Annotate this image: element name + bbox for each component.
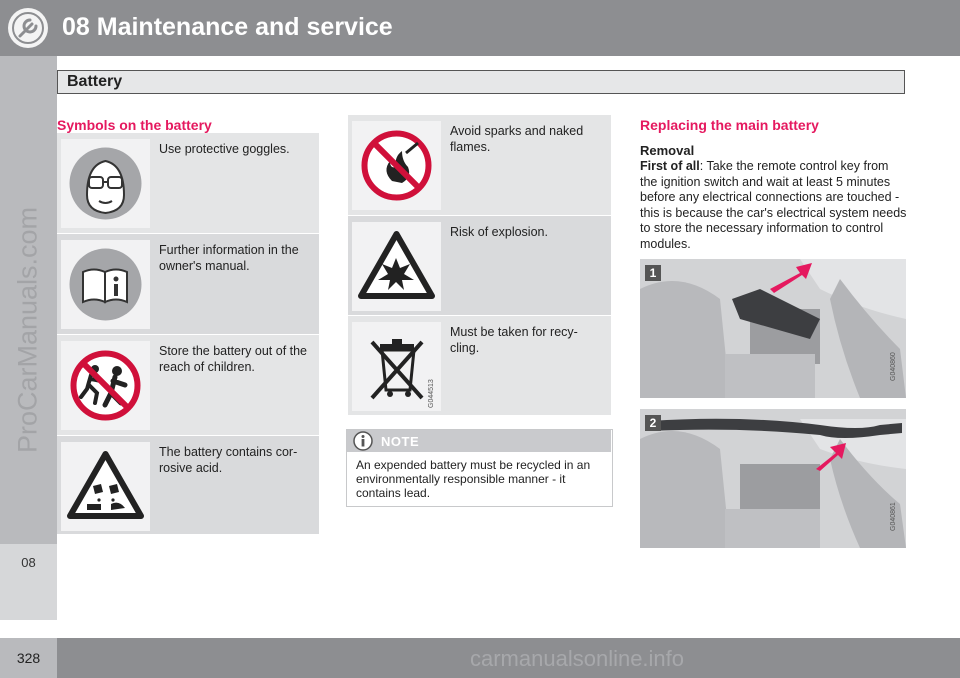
symbol-text: Must be taken for recy-cling. <box>450 325 578 355</box>
symbol-card-flames <box>348 115 611 215</box>
removal-text: : Take the remote control key from the ignition switch and wait at least 5 minutes before any electrical connections are touched - this is because the car's electrical system needs to store the necessary information to control modules. <box>640 159 907 251</box>
symbol-card-manual <box>57 234 319 334</box>
replacing-heading: Replacing the main battery <box>640 117 819 133</box>
figure-code: G040861 <box>890 502 897 531</box>
symbol-card-explosion <box>348 216 611 315</box>
battery-photo-1 <box>640 259 906 398</box>
side-watermark <box>0 60 57 600</box>
icon-frame <box>352 222 441 311</box>
footer-watermark: carmanualsonline.info <box>470 646 685 671</box>
symbol-text: Risk of explosion. <box>450 225 548 239</box>
icon-frame <box>61 139 150 228</box>
symbol-text: Store the battery out of the reach of children. <box>159 344 308 374</box>
battery-photo-2 <box>640 409 906 548</box>
side-watermark-text: ProCarManuals.com <box>12 206 43 454</box>
icon-frame <box>61 442 150 531</box>
no-flames-icon <box>352 121 441 210</box>
symbol-card-goggles <box>57 133 319 233</box>
symbol-text: Avoid sparks and naked flames. <box>450 124 584 154</box>
removal-body <box>640 159 908 253</box>
owners-manual-icon <box>61 240 150 329</box>
corrosive-acid-icon <box>61 442 150 531</box>
protective-goggles-icon <box>61 139 150 228</box>
symbols-heading: Symbols on the battery <box>57 117 212 133</box>
step-badge: 1 <box>645 265 661 281</box>
section-bar <box>57 70 905 94</box>
explosion-risk-icon <box>352 222 441 311</box>
symbol-text: The battery contains cor-rosive acid. <box>159 445 298 475</box>
note-label: NOTE <box>381 434 420 449</box>
figure-code: G040860 <box>890 352 897 381</box>
section-title: Battery <box>67 73 123 90</box>
symbol-text: Further information in the owner's manual. <box>159 243 299 273</box>
step-badge: 2 <box>645 415 661 431</box>
wrench-logo-icon <box>6 6 50 50</box>
info-icon <box>353 431 373 451</box>
keep-away-from-children-icon <box>61 341 150 430</box>
chapter-title: 08 Maintenance and service <box>62 13 393 41</box>
symbol-card-children <box>57 335 319 435</box>
icon-frame <box>61 240 150 329</box>
chapter-tab-label: 08 <box>21 555 36 570</box>
note-text: An expended battery must be recycled in an environmentally responsible manner - it contains lead. <box>356 458 591 500</box>
figure-code: G044513 <box>428 379 435 408</box>
removal-lead: First of all <box>640 159 700 173</box>
icon-frame <box>61 341 150 430</box>
symbol-card-acid <box>57 436 319 534</box>
symbol-card-recycling <box>348 316 611 415</box>
removal-subheading: Removal <box>640 143 695 158</box>
page-number: 328 <box>16 650 41 666</box>
symbol-text: Use protective goggles. <box>159 142 290 156</box>
icon-frame <box>352 121 441 210</box>
